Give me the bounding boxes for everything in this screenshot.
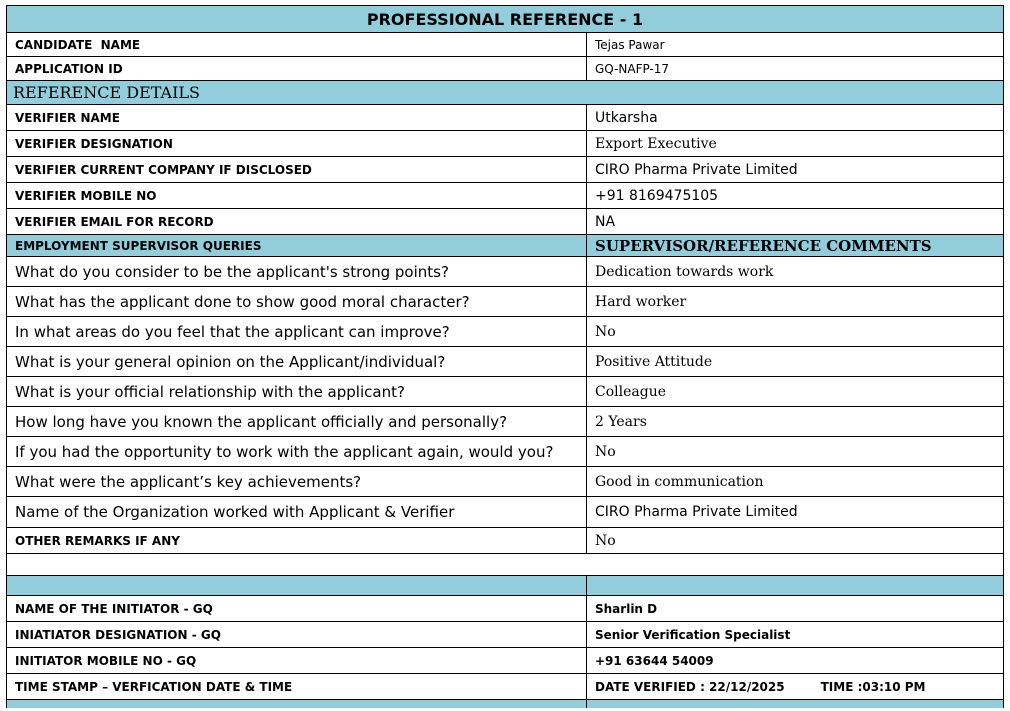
application-id-value: GQ-NAFP-17 xyxy=(595,61,670,76)
initiator-row xyxy=(6,648,1004,674)
query-answer: CIRO Pharma Private Limited xyxy=(595,504,798,520)
initiator-label: INIATIATOR DESIGNATION - GQ xyxy=(7,622,587,647)
time-verified: TIME :03:10 PM xyxy=(820,679,926,694)
divider-cell-right xyxy=(587,576,1003,595)
query-answer: No xyxy=(595,443,616,460)
reference-sheet xyxy=(6,5,1004,708)
candidate-name-row xyxy=(6,33,1004,57)
verifier-label: VERIFIER EMAIL FOR RECORD xyxy=(7,209,587,234)
title-row xyxy=(6,5,1004,33)
initiator-label: INITIATOR MOBILE NO - GQ xyxy=(7,648,587,673)
query-row xyxy=(6,497,1004,528)
verifier-row xyxy=(6,105,1004,131)
initiator-label: NAME OF THE INITIATOR - GQ xyxy=(7,596,587,621)
query-question: Name of the Organization worked with Applicant & Verifier xyxy=(7,497,587,527)
initiator-row xyxy=(6,596,1004,622)
query-row xyxy=(6,437,1004,467)
reference-details-row xyxy=(6,81,1004,105)
bottom-band-left xyxy=(7,700,587,708)
verifier-label: VERIFIER MOBILE NO xyxy=(7,183,587,208)
verifier-label: VERIFIER DESIGNATION xyxy=(7,131,587,156)
date-verified: DATE VERIFIED : 22/12/2025 xyxy=(595,679,785,694)
divider-row xyxy=(6,576,1004,596)
query-answer: No xyxy=(595,323,616,340)
initiator-row xyxy=(6,622,1004,648)
candidate-name-value: Tejas Pawar xyxy=(595,37,665,52)
verifier-row xyxy=(6,183,1004,209)
verifier-label: VERIFIER NAME xyxy=(7,105,587,130)
query-question: What has the applicant done to show good moral character? xyxy=(7,287,587,316)
bottom-band-row xyxy=(6,700,1004,708)
query-row xyxy=(6,407,1004,437)
queries-header-left: EMPLOYMENT SUPERVISOR QUERIES xyxy=(7,235,587,256)
queries-header-right: SUPERVISOR/REFERENCE COMMENTS xyxy=(595,236,932,255)
timestamp-values xyxy=(587,674,1003,699)
verifier-value: Utkarsha xyxy=(595,109,658,126)
query-answer: 2 Years xyxy=(595,413,647,430)
query-question: If you had the opportunity to work with the applicant again, would you? xyxy=(7,437,587,466)
divider-cell-left xyxy=(7,576,587,595)
initiator-value: Senior Verification Specialist xyxy=(595,627,791,642)
initiator-value: +91 63644 54009 xyxy=(595,653,714,668)
query-question: What were the applicant’s key achievements? xyxy=(7,467,587,496)
verifier-row xyxy=(6,157,1004,183)
query-answer: Hard worker xyxy=(595,293,687,310)
other-remarks-label: OTHER REMARKS IF ANY xyxy=(7,528,587,553)
verifier-value: Export Executive xyxy=(595,135,717,152)
page-title: PROFESSIONAL REFERENCE - 1 xyxy=(366,9,644,29)
query-question: In what areas do you feel that the applicant can improve? xyxy=(7,317,587,346)
other-remarks-row xyxy=(6,528,1004,554)
query-row xyxy=(6,287,1004,317)
verifier-value: NA xyxy=(595,213,616,230)
query-row xyxy=(6,257,1004,287)
initiator-value: Sharlin D xyxy=(595,601,658,616)
query-question: What do you consider to be the applicant's strong points? xyxy=(7,257,587,286)
bottom-band-right xyxy=(587,700,1003,708)
query-question: What is your official relationship with the applicant? xyxy=(7,377,587,406)
query-row xyxy=(6,377,1004,407)
other-remarks-value: No xyxy=(595,532,616,549)
reference-details-heading: REFERENCE DETAILS xyxy=(13,83,201,102)
queries-header-row xyxy=(6,235,1004,257)
query-question: What is your general opinion on the Applicant/individual? xyxy=(7,347,587,376)
query-row xyxy=(6,347,1004,377)
query-row xyxy=(6,467,1004,497)
blank-row xyxy=(6,554,1004,576)
verifier-value: CIRO Pharma Private Limited xyxy=(595,161,798,178)
application-id-row xyxy=(6,57,1004,81)
candidate-name-label: CANDIDATE NAME xyxy=(7,33,587,56)
query-question: How long have you known the applicant officially and personally? xyxy=(7,407,587,436)
query-row xyxy=(6,317,1004,347)
timestamp-label: TIME STAMP – VERFICATION DATE & TIME xyxy=(7,674,587,699)
verifier-value: +91 8169475105 xyxy=(595,187,719,204)
timestamp-row xyxy=(6,674,1004,700)
verifier-row xyxy=(6,131,1004,157)
verifier-label: VERIFIER CURRENT COMPANY IF DISCLOSED xyxy=(7,157,587,182)
query-answer: Positive Attitude xyxy=(595,353,713,370)
query-answer: Colleague xyxy=(595,383,666,400)
blank-cell xyxy=(7,554,1003,575)
query-answer: Dedication towards work xyxy=(595,263,774,280)
query-answer: Good in communication xyxy=(595,473,764,490)
application-id-label: APPLICATION ID xyxy=(7,57,587,80)
verifier-row xyxy=(6,209,1004,235)
